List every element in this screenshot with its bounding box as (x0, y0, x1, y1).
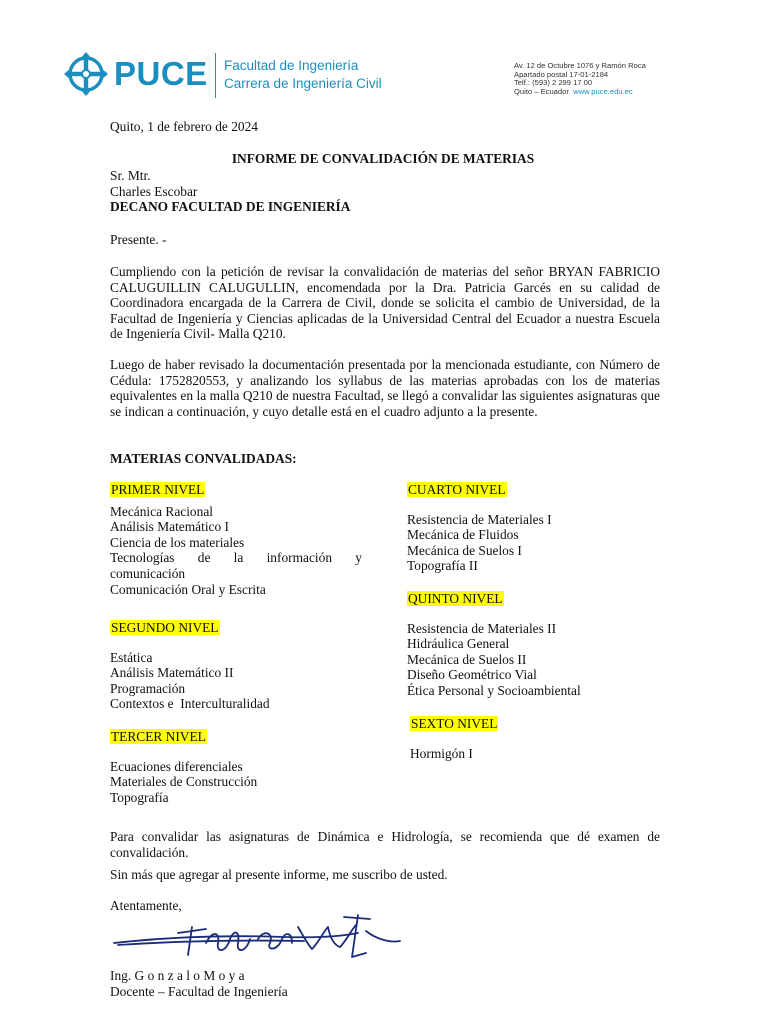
course-item: Mecánica de Fluidos (407, 527, 519, 543)
level-sexto (410, 716, 498, 761)
document-title: INFORME DE CONVALIDACIÓN DE MATERIAS (231, 151, 535, 166)
recipient-name: Charles Escobar (110, 183, 198, 199)
career-name: Carrera de Ingeniería Civil (224, 76, 382, 91)
paragraph-request: Cumpliendo con la petición de revisar la convalidación de materias del señor BRYAN FABRICIO CALUGUILLIN CALUGULLIN, encomendada por la Dra. Patricia Garcés en su calidad de Coordinadora encargada de la Carrera de Civil, donde se solicita el cambio de Universidad, de la Facultad de Ingeniería y Ciencias aplicadas de la Universidad Central del Ecuador a nuestra Escuela de Ingeniería Civil- Malla Q210. (110, 264, 660, 342)
course-word: de (197, 550, 211, 566)
signer-name: Ing. G o n z a l o M o y a (110, 968, 245, 983)
header-divider (215, 53, 216, 98)
level-title-tercer: TERCER NIVEL (111, 729, 206, 744)
course-item: Análisis Matemático II (110, 665, 234, 681)
recipient-title: DECANO FACULTAD DE INGENIERÍA (110, 199, 351, 215)
level-tercer (110, 729, 257, 805)
faculty-name: Facultad de Ingeniería (224, 58, 359, 73)
city-text: Quito – Ecuador (514, 86, 569, 96)
course-item-tecnologias (110, 550, 362, 566)
level-segundo (110, 620, 270, 712)
course-item: Resistencia de Materiales I (407, 511, 552, 527)
course-word: Tecnologías (110, 550, 175, 566)
paragraph-recommendation: Para convalidar las asignaturas de Dinámica e Hidrología, se recomienda que dé examen de convalidación. (110, 829, 660, 860)
level-cuarto (407, 482, 552, 574)
phone-line: Telf.: (593) 2 299 17 00 (514, 78, 593, 88)
course-item: Estática (110, 649, 153, 665)
course-item: Ciencia de los materiales (110, 534, 245, 550)
signer-title: Docente – Facultad de Ingeniería (110, 984, 288, 999)
course-item-continued: comunicación (110, 565, 186, 581)
puce-logo (64, 50, 214, 98)
course-word: y (355, 550, 362, 566)
puce-emblem-icon (64, 52, 108, 96)
course-item: Ecuaciones diferenciales (110, 758, 243, 774)
course-item: Hidráulica General (407, 636, 510, 652)
course-item: Diseño Geométrico Vial (407, 667, 537, 683)
level-title-segundo: SEGUNDO NIVEL (111, 620, 219, 635)
logo-wordmark: PUCE (114, 55, 208, 92)
level-quinto (407, 591, 581, 699)
recipient-block (110, 168, 350, 215)
course-word: información (266, 550, 333, 566)
letter-date: Quito, 1 de febrero de 2024 (110, 119, 258, 134)
paragraph-review: Luego de haber revisado la documentación presentada por la mencionada estudiante, con Número de Cédula: 1752820553, y analizando los syllabus de las materias aprobadas con los de materias equivalentes en la malla Q210 de nuestra Facultad, se llegó a convalidar las siguientes asignaturas que se indican a continuación, y cuyo detalle está en el cuadro adjunto a la presente. (110, 357, 660, 419)
course-item: Ética Personal y Socioambiental (407, 682, 581, 698)
course-item: Contextos e Interculturalidad (110, 696, 270, 712)
course-item: Hormigón I (410, 745, 473, 761)
level-title-cuarto: CUARTO NIVEL (408, 482, 506, 497)
closing-salutation: Atentamente, (110, 898, 182, 913)
closing-line: Sin más que agregar al presente informe, me suscribo de usted. (110, 867, 448, 882)
faculty-block (224, 57, 382, 93)
level-title-quinto: QUINTO NIVEL (408, 591, 503, 606)
address-line: Av. 12 de Octubre 1076 y Ramón Roca (514, 61, 646, 70)
course-item: Mecánica de Suelos I (407, 542, 522, 558)
city-web-line (514, 88, 646, 97)
level-title-sexto: SEXTO NIVEL (411, 716, 498, 731)
postal-line: Apartado postal 17-01-2184 (514, 69, 609, 79)
course-word: la (233, 550, 244, 566)
course-item: Mecánica Racional (110, 503, 213, 519)
course-item: Materiales de Construcción (110, 774, 258, 790)
handwritten-signature (108, 913, 413, 965)
course-item: Comunicación Oral y Escrita (110, 581, 266, 597)
course-item: Topografía II (407, 558, 478, 574)
greeting: Presente. - (110, 232, 167, 247)
level-primer (110, 482, 362, 597)
course-item: Mecánica de Suelos II (407, 651, 527, 667)
recipient-honorific: Sr. Mtr. (110, 168, 151, 183)
level-title-primer: PRIMER NIVEL (111, 482, 205, 497)
website-link[interactable]: www.puce.edu.ec (573, 86, 633, 96)
course-item: Programación (110, 680, 186, 696)
course-item: Análisis Matemático I (110, 519, 229, 535)
address-block (514, 62, 646, 96)
course-item: Resistencia de Materiales II (407, 620, 557, 636)
course-item: Topografía (110, 789, 169, 805)
section-title: MATERIAS CONVALIDADAS: (110, 451, 297, 466)
